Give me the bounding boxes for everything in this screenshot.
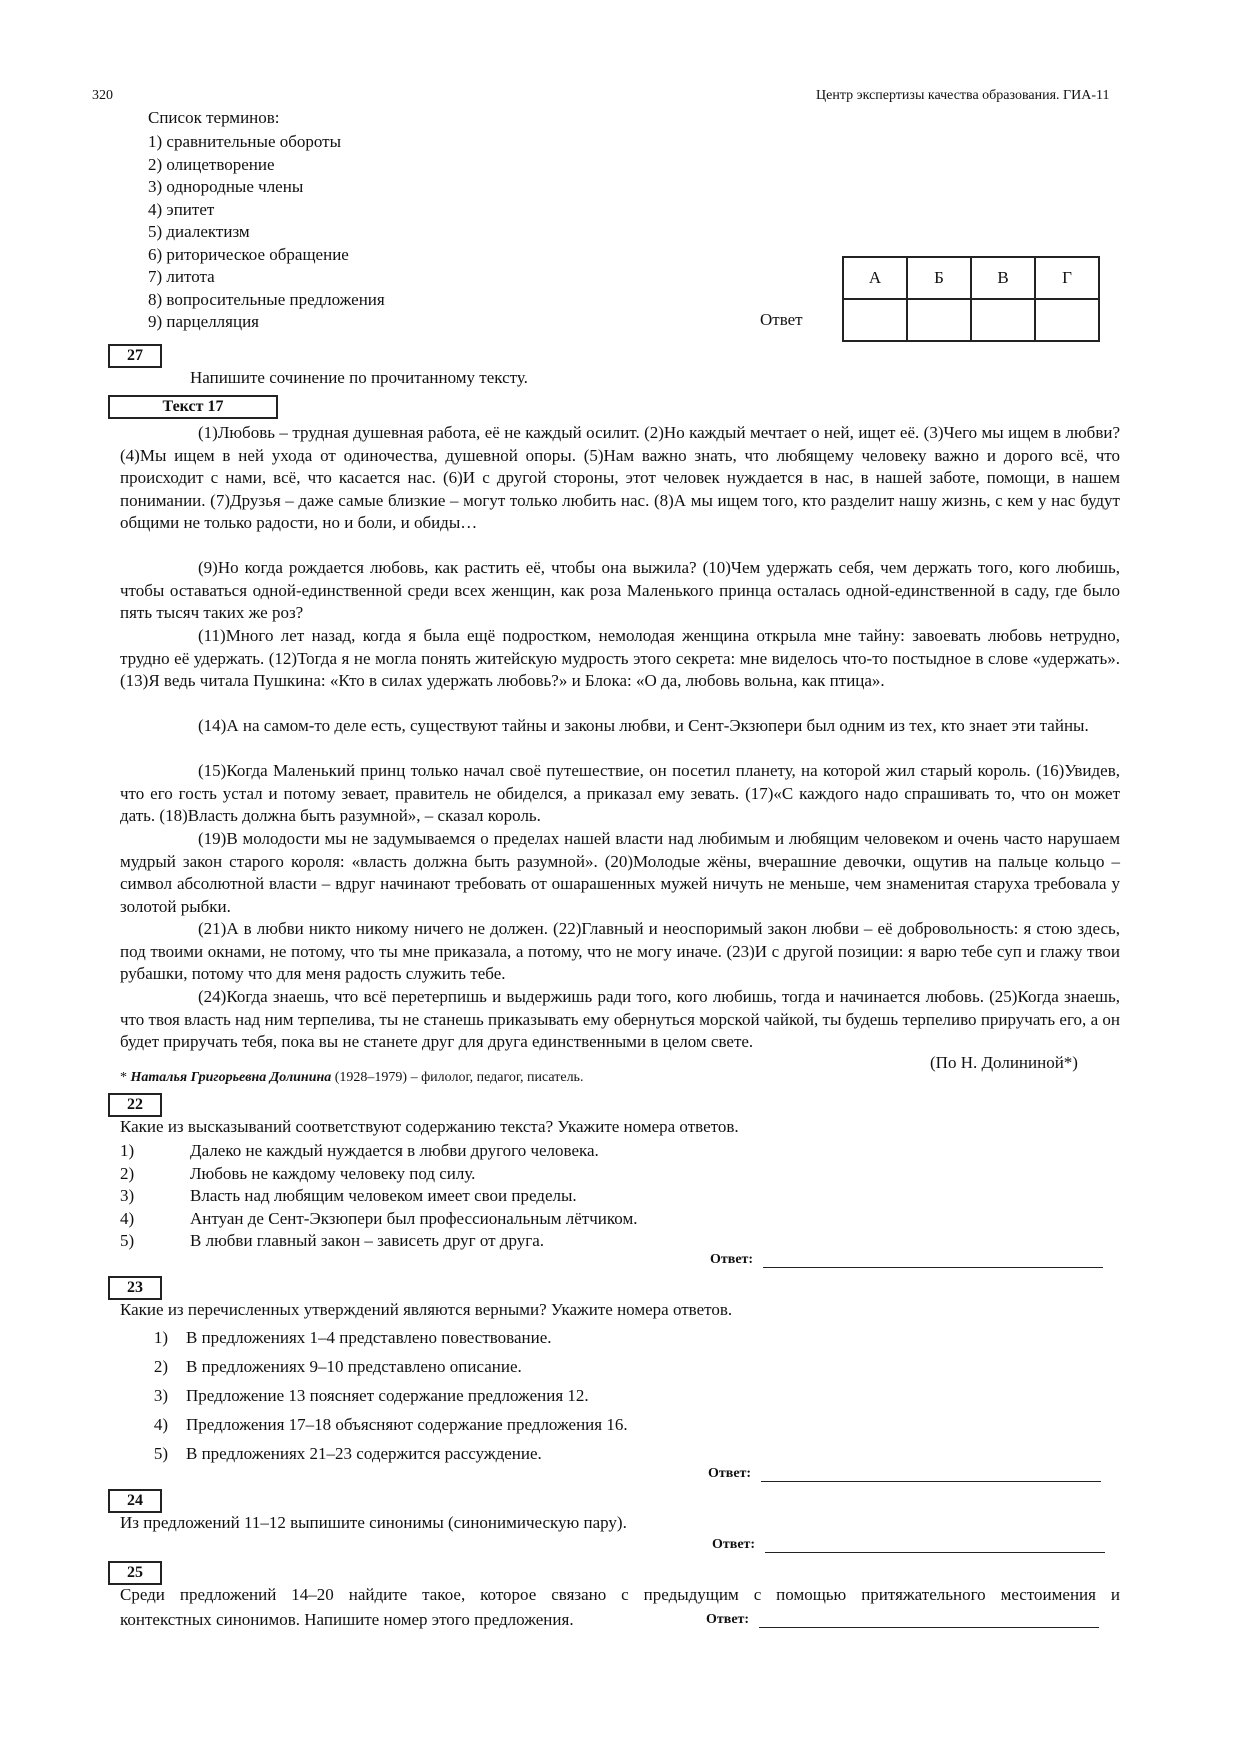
answer-column-g: Г [1035,257,1099,299]
text-paragraph: (14)А на самом-то деле есть, существуют тайны и законы любви, и Сент-Экзюпери был одним из тех, кто знает эти тайны. [198,716,1089,735]
answer-line[interactable] [761,1467,1101,1482]
term-item: 8) вопросительные предложения [148,289,385,309]
answer-column-b: Б [907,257,971,299]
list-item [130,1386,628,1415]
list-item [130,1444,628,1473]
task-22-options [120,1140,637,1253]
page-number: 320 [92,88,113,103]
option-number: 3) [120,1186,135,1205]
footnote-text: (1928–1979) – филолог, педагог, писатель. [331,1070,584,1085]
list-item [120,1163,637,1186]
answer-cell-g[interactable] [1035,299,1099,341]
footnote-star: * [120,1070,131,1085]
page-header-title: Центр экспертизы качества образования. ГИА-11 [816,88,1110,103]
task-25-question-line1: Среди предложений 14–20 найдите такое, которое связано с предыдущим с помощью притяжательного местоимения и [120,1585,1120,1604]
option-text: Предложения 17–18 объясняют содержание предложения 16. [186,1415,628,1434]
text-paragraph: (21)А в любви никто никому ничего не должен. (22)Главный и неоспоримый закон любви – её добровольность: я стою здесь, под твоими окнами, не потому, что ты мне приказала, а потому, что не могу иначе. (23)И с другой позиции: я варю тебе суп и глажу твои рубашки, потому что для меня радость служить тебе. [120,919,1120,984]
option-text: В любви главный закон – зависеть друг от друга. [190,1231,544,1250]
task-27-text: Напишите сочинение по прочитанному тексту. [190,368,528,387]
answer-label: Ответ: [710,1252,754,1267]
option-number: 2) [120,1163,135,1183]
answer-column-a: А [843,257,907,299]
task-25-answer[interactable] [706,1612,1099,1628]
text-paragraph: (15)Когда Маленький принц только начал своё путешествие, он посетил планету, на которой жил старый король. (16)Увидев, что его гость устал и потому зевает, правитель не обиделся, а приказал ему зевать. (17)«С каждого надо спрашивать то, что он может дать. (18)Власть должна быть разумной», – сказал король. [120,761,1120,826]
task-24-question: Из предложений 11–12 выпишите синонимы (синонимическую пару). [120,1513,627,1532]
answer-cell-a[interactable] [843,299,907,341]
task-25-number: 25 [108,1561,162,1585]
option-number: 1) [120,1141,135,1160]
task-24-number: 24 [108,1489,162,1513]
text-label: Текст 17 [108,395,278,419]
text-paragraph: (19)В молодости мы не задумываемся о пределах нашей власти над любимым и любящим человеком и очень часто нарушаем мудрый закон старого короля: «власть должна быть разумной». (20)Молодые жёны, вчерашние девочки, ощутив на пальце кольцо – символ абсолютной власти – вдруг начинают требовать от ошарашенных мужей ничуть не меньше, чем знаменитая старуха требовала у золотой рыбки. [120,829,1120,916]
text-paragraph: (1)Любовь – трудная душевная работа, её не каждый осилит. (2)Но каждый мечтает о ней, ищет её. (3)Чего мы ищем в любви? (4)Мы ищем в ней ухода от одиночества, душевной опоры. (5)Нам важно знать, что любящему человеку важно и дорого всё, что происходит с нами, всё, что касается нас. (6)И с другой стороны, этот человек нуждается в нас, в нашей заботе, помощи, в нашем понимании. (7)Друзья – даже самые близкие – могут только любить нас. (8)А мы ищем того, кто разделит нашу жизнь, с кем у нас будут общими не только радости, но и боли, и обиды… [120,423,1120,533]
option-number: 5) [153,1444,168,1463]
list-item [130,1357,628,1386]
term-item: 7) литота [148,267,215,286]
answer-column-v: В [971,257,1035,299]
footnote-author: Наталья Григорьевна Долинина [130,1070,332,1085]
term-item: 5) диалектизм [148,222,250,241]
task-23-answer[interactable] [708,1466,1101,1482]
option-number: 3) [153,1386,168,1405]
option-number: 4) [153,1415,168,1434]
text-paragraph: (24)Когда знаешь, что всё перетерпишь и выдержишь ради того, кого любишь, тогда и начинается любовь. (25)Когда знаешь, что твоя власть над ним терпелива, ты не станешь приказывать ему обернуться морской чайкой, ты будешь терпеливо приручать его, а он будет приручать тебя, пока вы не станете друг для друга единственными в целом свете. [120,987,1120,1052]
option-number: 5) [120,1231,135,1250]
list-item [120,1208,637,1231]
option-text: Власть над любящим человеком имеет свои пределы. [190,1186,577,1205]
terms-title: Список терминов: [148,108,280,127]
list-item [120,1230,637,1253]
answer-label: Ответ: [706,1612,750,1627]
option-number: 1) [153,1328,168,1347]
task-22-answer[interactable] [710,1252,1103,1268]
answer-table [842,256,1100,342]
term-item: 3) однородные члены [148,177,304,196]
task-23-number: 23 [108,1276,162,1300]
option-text: Любовь не каждому человеку под силу. [190,1163,476,1183]
terms-list [148,131,385,334]
answer-line[interactable] [765,1538,1105,1553]
text-paragraph: (11)Много лет назад, когда я была ещё подростком, немолодая женщина открыла мне тайну: завоевать любовь нетрудно, трудно её удержать. (12)Тогда я не могла понять житейскую мудрость этого секрета: мне виделось что-то постыдное в слове «удержать». (13)Я ведь читала Пушкина: «Кто в силах удержать любовь?» и Блока: «О да, любовь вольна, как птица». [120,626,1120,691]
option-text: Далеко не каждый нуждается в любви другого человека. [190,1141,599,1160]
option-number: 4) [120,1208,135,1228]
attribution: (По Н. Долининой*) [930,1053,1078,1072]
task-22-question: Какие из высказываний соответствуют содержанию текста? Укажите номера ответов. [120,1117,739,1136]
answer-cell-v[interactable] [971,299,1035,341]
task-23-question: Какие из перечисленных утверждений являются верными? Укажите номера ответов. [120,1300,733,1319]
term-item: 9) парцелляция [148,312,259,331]
task-27-number: 27 [108,344,162,368]
option-text: В предложениях 21–23 содержится рассуждение. [186,1444,542,1463]
answer-line[interactable] [763,1253,1103,1268]
task-24-answer[interactable] [712,1537,1105,1553]
list-item [130,1415,628,1444]
term-item: 1) сравнительные обороты [148,132,342,151]
option-number: 2) [153,1357,168,1376]
list-item [130,1328,628,1357]
option-text: Предложение 13 поясняет содержание предложения 12. [186,1386,589,1405]
answer-cell-b[interactable] [907,299,971,341]
answer-label: Ответ: [708,1466,752,1481]
option-text: Антуан де Сент-Экзюпери был профессиональным лётчиком. [190,1208,638,1228]
task-25-question-line2: контекстных синонимов. Напишите номер этого предложения. [120,1610,574,1629]
term-item: 4) эпитет [148,199,215,219]
task-22-number: 22 [108,1093,162,1117]
option-text: В предложениях 9–10 представлено описание. [186,1357,522,1376]
footnote [120,1070,583,1086]
option-text: В предложениях 1–4 представлено повествование. [186,1328,552,1347]
answer-label: Ответ: [712,1537,756,1552]
text-paragraph: (9)Но когда рождается любовь, как растить её, чтобы она выжила? (10)Чем удержать себя, чем держать того, кого любишь, чтобы оставаться одной-единственной среди всех женщин, как роза Маленького принца осталась одной-единственной в саду, где было пять тысяч таких же роз? [120,558,1120,623]
list-item [120,1140,637,1163]
task-23-options [130,1328,628,1473]
answer-line[interactable] [759,1613,1099,1628]
term-item: 2) олицетворение [148,154,275,174]
list-item [120,1185,637,1208]
answer-table-label: Ответ [760,310,803,329]
term-item: 6) риторическое обращение [148,244,349,264]
